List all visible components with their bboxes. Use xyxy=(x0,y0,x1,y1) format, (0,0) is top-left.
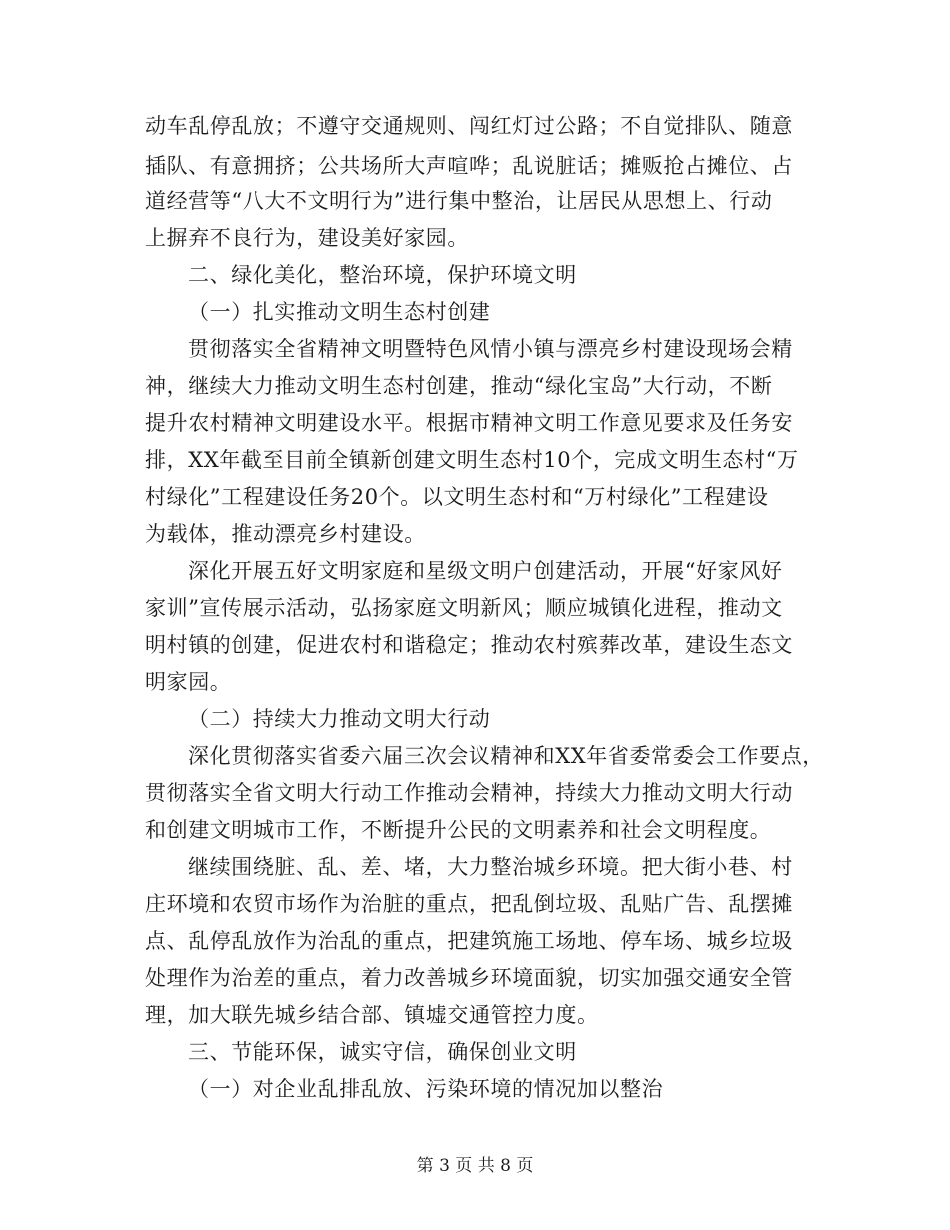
paragraph-line: 插队、有意拥挤；公共场所大声喧哗；乱说脏话；摊贩抢占摊位、占 xyxy=(145,154,793,178)
paragraph-line: 深化贯彻落实省委六届三次会议精神和XX年省委常委会工作要点， xyxy=(188,744,824,768)
subsection-heading: （二）持续大力推动文明大行动 xyxy=(188,707,491,731)
paragraph-line: 村绿化”工程建设任务20个。以文明生态村和“万村绿化”工程建设 xyxy=(145,485,769,509)
paragraph-line: 动车乱停乱放；不遵守交通规则、闯红灯过公路；不自觉排队、随意 xyxy=(145,114,793,138)
paragraph-line: 继续围绕脏、乱、差、堵，大力整治城乡环境。把大街小巷、村 xyxy=(188,855,793,879)
paragraph-line: 庄环境和农贸市场作为治脏的重点，把乱倒垃圾、乱贴广告、乱摆摊 xyxy=(145,892,793,916)
paragraph-line: 家训”宣传展示活动，弘扬家庭文明新风；顺应城镇化进程，推动文 xyxy=(145,596,783,620)
paragraph-line: 为载体，推动漂亮乡村建设。 xyxy=(145,522,426,546)
paragraph-line: 上摒弃不良行为，建设美好家园。 xyxy=(145,226,469,250)
paragraph-line: 处理作为治差的重点，着力改善城乡环境面貌，切实加强交通安全管 xyxy=(145,966,793,990)
paragraph-line: 贯彻落实全省精神文明暨特色风情小镇与漂亮乡村建设现场会精 xyxy=(188,337,793,361)
paragraph-line: 神，继续大力推动文明生态村创建，推动“绿化宝岛”大行动，不断 xyxy=(145,374,773,398)
paragraph-line: 深化开展五好文明家庭和星级文明户创建活动，开展“好家风好 xyxy=(188,559,783,583)
paragraph-line: 和创建文明城市工作，不断提升公民的文明素养和社会文明程度。 xyxy=(145,818,772,842)
section-heading: 三、节能环保，诚实守信，确保创业文明 xyxy=(188,1040,577,1064)
paragraph-line: 排，XX年截至目前全镇新创建文明生态村10个，完成文明生态村“万 xyxy=(145,448,799,472)
paragraph-line: 明家园。 xyxy=(145,670,232,694)
page-number-footer: 第 3 页 共 8 页 xyxy=(416,1156,534,1176)
section-heading: 二、绿化美化，整治环境，保护环境文明 xyxy=(188,263,577,287)
subsection-heading: （一）对企业乱排乱放、污染环境的情况加以整治 xyxy=(188,1077,664,1101)
paragraph-line: 理，加大联先城乡结合部、镇墟交通管控力度。 xyxy=(145,1003,599,1027)
paragraph-line: 明村镇的创建，促进农村和谐稳定；推动农村殡葬改革，建设生态文 xyxy=(145,633,793,657)
paragraph-line: 点、乱停乱放作为治乱的重点，把建筑施工场地、停车场、城乡垃圾 xyxy=(145,929,793,953)
subsection-heading: （一）扎实推动文明生态村创建 xyxy=(188,300,491,324)
paragraph-line: 道经营等“八大不文明行为”进行集中整治，让居民从思想上、行动 xyxy=(145,189,773,213)
paragraph-line: 提升农村精神文明建设水平。根据市精神文明工作意见要求及任务安 xyxy=(145,411,793,435)
paragraph-line: 贯彻落实全省文明大行动工作推动会精神，持续大力推动文明大行动 xyxy=(145,781,793,805)
